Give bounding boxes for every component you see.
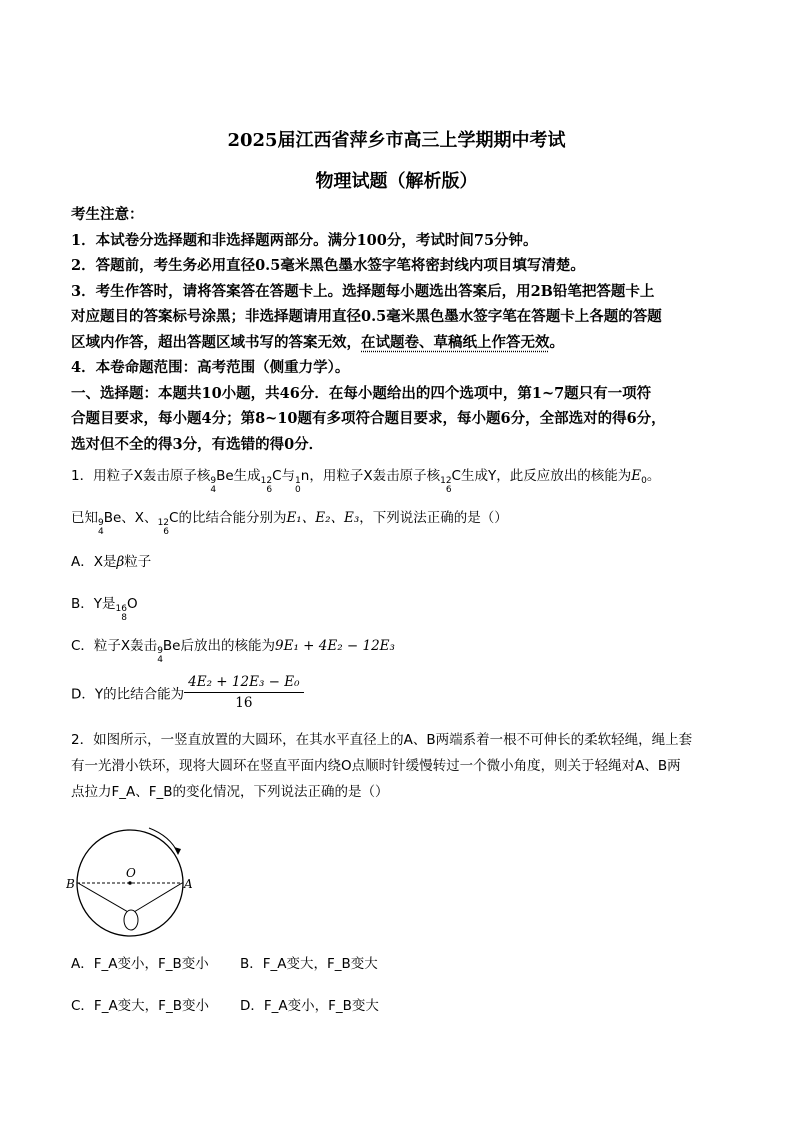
section-header-b: 合题目要求，每小题4分；第8~10题有多项符合题目要求，每小题6分，全部选对的得6分， [71, 410, 666, 427]
arrow-head [174, 847, 181, 855]
notice-heading: 考生注意： [71, 206, 144, 223]
exam-subtitle: 物理试题（解析版） [315, 171, 478, 192]
small-iron-ring [124, 910, 138, 930]
label-b: B [66, 877, 75, 891]
section-header-a: 一、选择题：本题共10小题，共46分．在每小题给出的四个选项中，第1~7题只有一项符 [71, 384, 652, 402]
rope [78, 883, 182, 912]
energy-expression: 9E₁ + 4E₂ − 12E₃ [275, 638, 395, 654]
notice-item-3b: 对应题目的答案标号涂黑；非选择题请用直径0.5毫米黑色墨水签字笔在答题卡上各题的答题 [71, 308, 662, 325]
question-1-line-2: 已知 9 4 Be、X、 12 6 C的比结合能分别为E₁、E₂、E₃，下列说法正确的是（） [71, 505, 731, 537]
section-header-c: 选对但不全的得3分，有选错的得0分． [71, 435, 324, 453]
question-2-text: 2．如图所示，一竖直放置的大圆环，在其水平直径上的A、B两端系着一根不可伸长的柔软轻绳，绳上套 有一光滑小铁环，现将大圆环在竖直平面内绕O点顺时针缓慢转过一个微小角度，则关于轻绳对A、B两 点拉力F_A、F_B的变化情况，下列说法正确的是（） [71, 732, 693, 800]
q1-option-b: B．Y是 16 8 O [71, 596, 138, 623]
q2-option-d: D．F_A变小，F_B变大 [240, 998, 379, 1014]
energy-list: E₁、E₂、E₃ [286, 510, 360, 526]
nuclide-c-2: 12 6 [440, 476, 452, 495]
notice-item-2: 2．答题前，考生务必用直径0.5毫米黑色墨水签字笔将密封线内项目填写清楚。 [71, 257, 585, 274]
nuclide-c: 12 6 [260, 476, 273, 495]
nuclide-n: 1 0 [295, 476, 301, 495]
q1-option-c: C．粒子X轰击 9 4 Be后放出的核能为9E₁ + 4E₂ − 12E₃ [71, 638, 395, 665]
notice-item-3c: 区域内作答，超出答题区域书写的答案无效，在试题卷、草稿纸上作答无效。 [71, 333, 564, 351]
label-o: O [126, 866, 136, 880]
nuclide-be: 9 4 [210, 476, 217, 495]
rotation-arrow [149, 828, 178, 853]
exam-title: 2025届江西省萍乡市高三上学期期中考试 [227, 130, 566, 151]
binding-energy-fraction: $\frac{\text{4E₂ + 12E₃ − E₀}}{16}$ [184, 674, 303, 711]
q1-option-d: D．Y的比结合能为 $\frac{\text{4E₂ + 12E₃ − E₀}}{16}$ [71, 674, 304, 711]
exam-notice [71, 202, 731, 457]
label-a: A [184, 877, 193, 891]
nuclide-be-2: 9 4 [98, 518, 104, 537]
q1-option-a: A．X是β粒子 [71, 554, 152, 570]
notice-item-3a: 3．考生作答时，请将答案答在答题卡上。选择题每小题选出答案后，用2B铅笔把答题卡上 [71, 282, 655, 300]
q2-option-a: A．F_A变小，F_B变小 [71, 956, 209, 972]
question-1-line-1: 1．用粒子X轰击原子核 9 4 Be生成 12 6 C与 1 0 n，用粒子X轰击原子核 12 6 C生成Y，此反应放出的核能为$E_0$。 [71, 463, 731, 495]
center-point [128, 881, 132, 885]
nuclide-c-3: 12 6 [157, 518, 170, 537]
q2-option-b: B．F_A变大，F_B变大 [240, 956, 378, 972]
notice-item-4: 4．本卷命题范围：高考范围（侧重力学）。 [71, 359, 350, 376]
q2-option-c: C．F_A变大，F_B变小 [71, 998, 209, 1014]
notice-item-1: 1．本试卷分选择题和非选择题两部分。满分100分，考试时间75分钟。 [71, 231, 538, 249]
ring-diagram [66, 820, 196, 938]
emphasis-dotted: 在试题卷、草稿纸上作答无效 [361, 333, 550, 351]
